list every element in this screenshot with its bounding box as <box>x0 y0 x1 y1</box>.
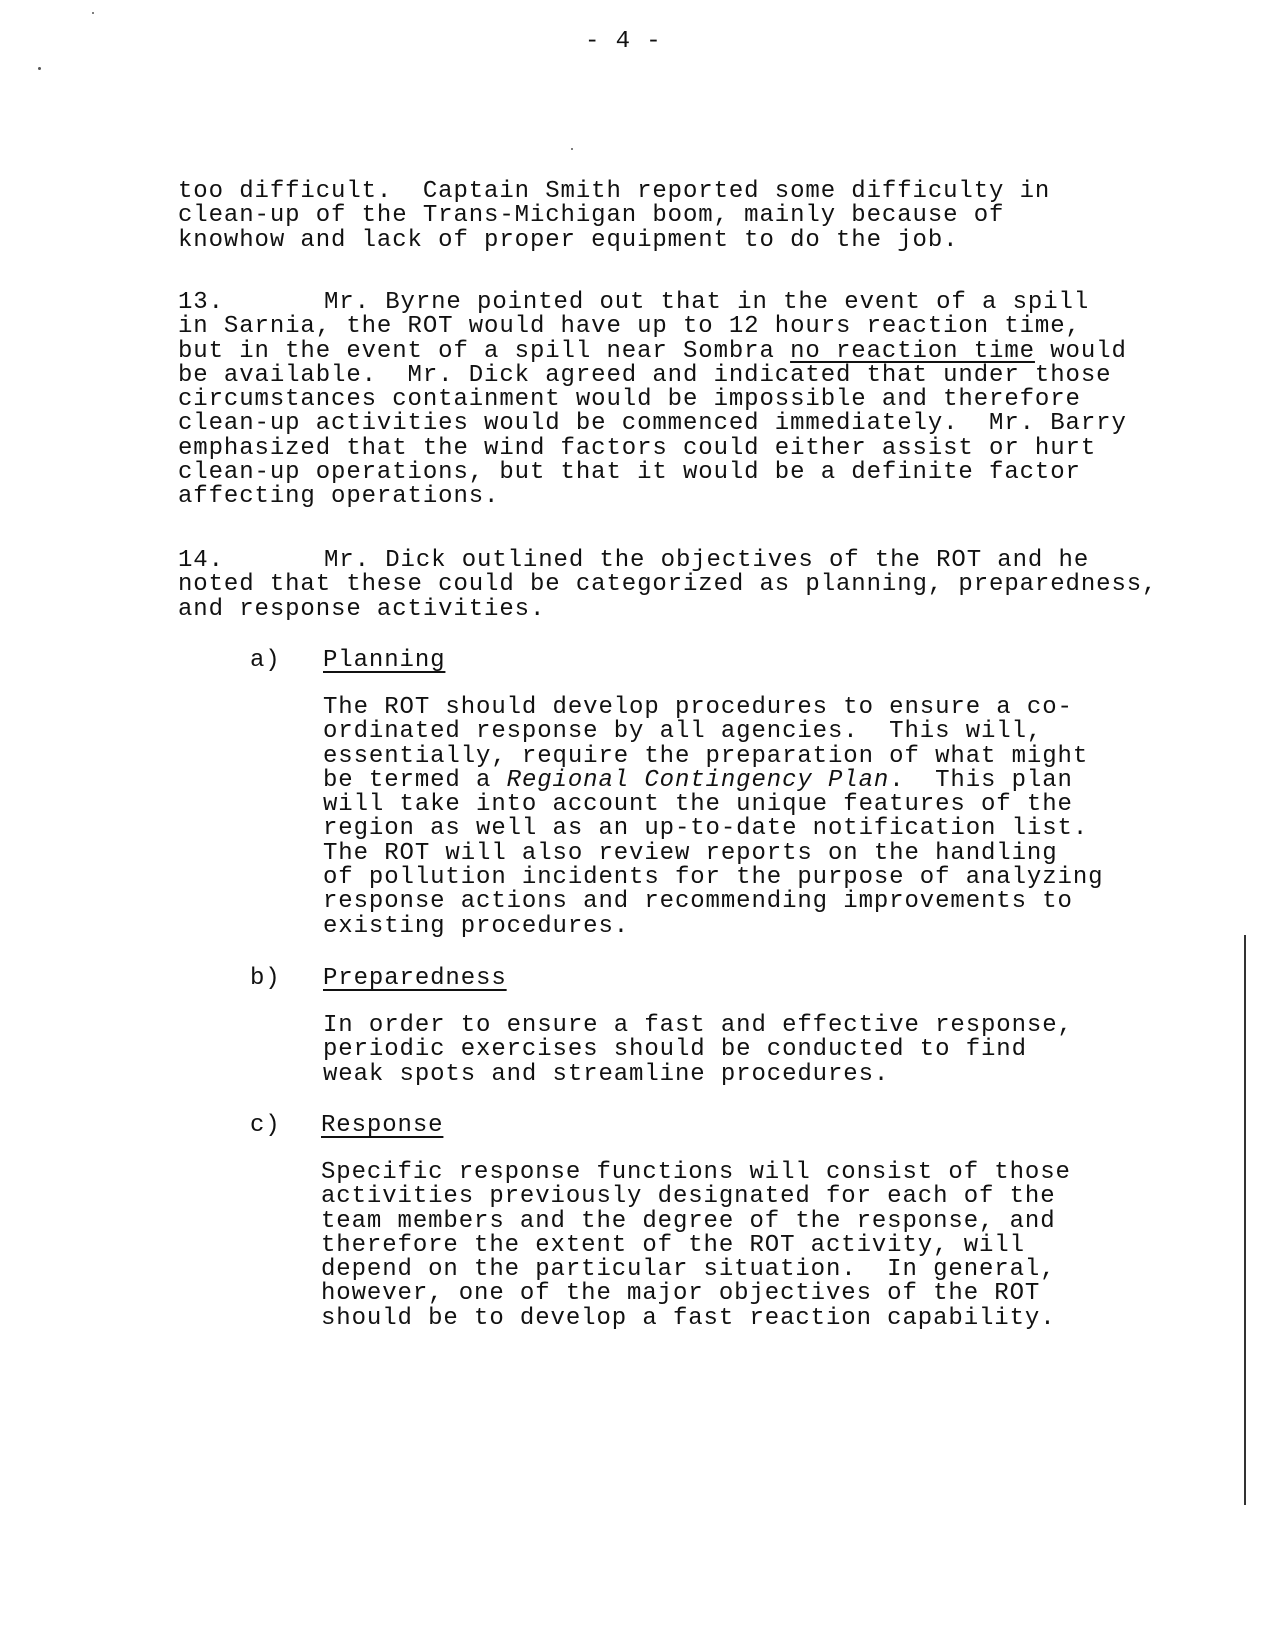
scan-speck <box>92 12 94 14</box>
text-line: weak spots and streamline procedures. <box>323 1060 890 1088</box>
text-line: of pollution incidents for the purpose of analyzing <box>323 864 1104 892</box>
text-line <box>323 766 1103 794</box>
scan-speck <box>38 67 41 70</box>
text-line: team members and the degree of the response, and <box>321 1207 1056 1235</box>
italic-plan-title: Regional Contingency Plan <box>506 766 890 794</box>
paragraph-14-body <box>178 573 1157 622</box>
text-line: periodic exercises should be conducted to find <box>323 1036 1027 1064</box>
section-label-b: b) <box>250 965 281 992</box>
paragraph-13-body <box>178 315 1127 509</box>
text-line: activities previously designated for each of the <box>321 1183 1056 1211</box>
text-line: too difficult. Captain Smith reported some difficulty in <box>178 178 1051 205</box>
text-segment: . This plan <box>889 766 1073 794</box>
text-line: clean-up of the Trans-Michigan boom, mainly because of <box>178 202 1005 230</box>
text-line: therefore the extent of the ROT activity, will <box>321 1231 1025 1259</box>
paragraph-13-first-line <box>324 291 1089 315</box>
text-line: will take into account the unique features of the <box>323 791 1073 819</box>
text-line: however, one of the major objectives of the ROT <box>321 1280 1041 1308</box>
text-line: region as well as an up-to-date notification list. <box>323 815 1089 843</box>
text-line: In order to ensure a fast and effective response, <box>323 1012 1073 1039</box>
paragraph-14-first-line <box>324 549 1089 573</box>
text-line: ordinated response by all agencies. This will, <box>323 718 1043 746</box>
section-heading-preparedness: Preparedness <box>323 965 507 992</box>
section-heading-response: Response <box>321 1112 444 1139</box>
section-label-c: c) <box>250 1112 281 1139</box>
page-number: - 4 - <box>585 28 662 55</box>
text-line: essentially, require the preparation of what might <box>323 742 1089 770</box>
paragraph-number-14: 14. <box>178 547 224 574</box>
text-line: affecting operations. <box>178 483 500 511</box>
section-b-body <box>323 1014 1073 1087</box>
text-line: and response activities. <box>178 595 546 623</box>
text-line: clean-up activities would be commenced immediately. Mr. Barry <box>178 410 1127 438</box>
text-segment: would <box>1034 337 1127 365</box>
text-line: response actions and recommending improvements to <box>323 888 1073 916</box>
section-c-body <box>321 1161 1071 1331</box>
text-line: knowhow and lack of proper equipment to do the job. <box>178 226 959 254</box>
text-line: noted that these could be categorized as planning, preparedness, <box>178 571 1158 599</box>
text-line: be available. Mr. Dick agreed and indicated that under those <box>178 361 1112 389</box>
text-line: should be to develop a fast reaction capability. <box>321 1304 1056 1332</box>
text-segment: but in the event of a spill near Sombra <box>178 337 791 365</box>
text-line: in Sarnia, the ROT would have up to 12 hours reaction time, <box>178 313 1081 341</box>
text-line: The ROT should develop procedures to ensure a co- <box>323 694 1073 721</box>
text-line: Mr. Dick outlined the objectives of the ROT and he <box>324 547 1090 574</box>
scan-edge-line <box>1244 935 1246 1505</box>
text-line: existing procedures. <box>323 912 630 940</box>
text-line: depend on the particular situation. In general, <box>321 1256 1056 1284</box>
text-line <box>178 337 1127 365</box>
paragraph-number-13: 13. <box>178 289 224 316</box>
scan-speck <box>571 148 573 150</box>
underlined-phrase: no reaction time <box>790 337 1035 365</box>
text-segment: be termed a <box>323 766 507 794</box>
section-heading-planning: Planning <box>323 647 446 674</box>
section-a-body <box>323 696 1103 939</box>
continuation-paragraph <box>178 180 1050 253</box>
section-label-a: a) <box>250 647 281 674</box>
text-line: Mr. Byrne pointed out that in the event of a spill <box>324 289 1090 316</box>
text-line: circumstances containment would be impossible and therefore <box>178 386 1081 414</box>
text-line: emphasized that the wind factors could either assist or hurt <box>178 434 1097 462</box>
text-line: The ROT will also review reports on the handling <box>323 839 1058 867</box>
text-line: Specific response functions will consist of those <box>321 1159 1071 1186</box>
text-line: clean-up operations, but that it would be a definite factor <box>178 459 1081 487</box>
